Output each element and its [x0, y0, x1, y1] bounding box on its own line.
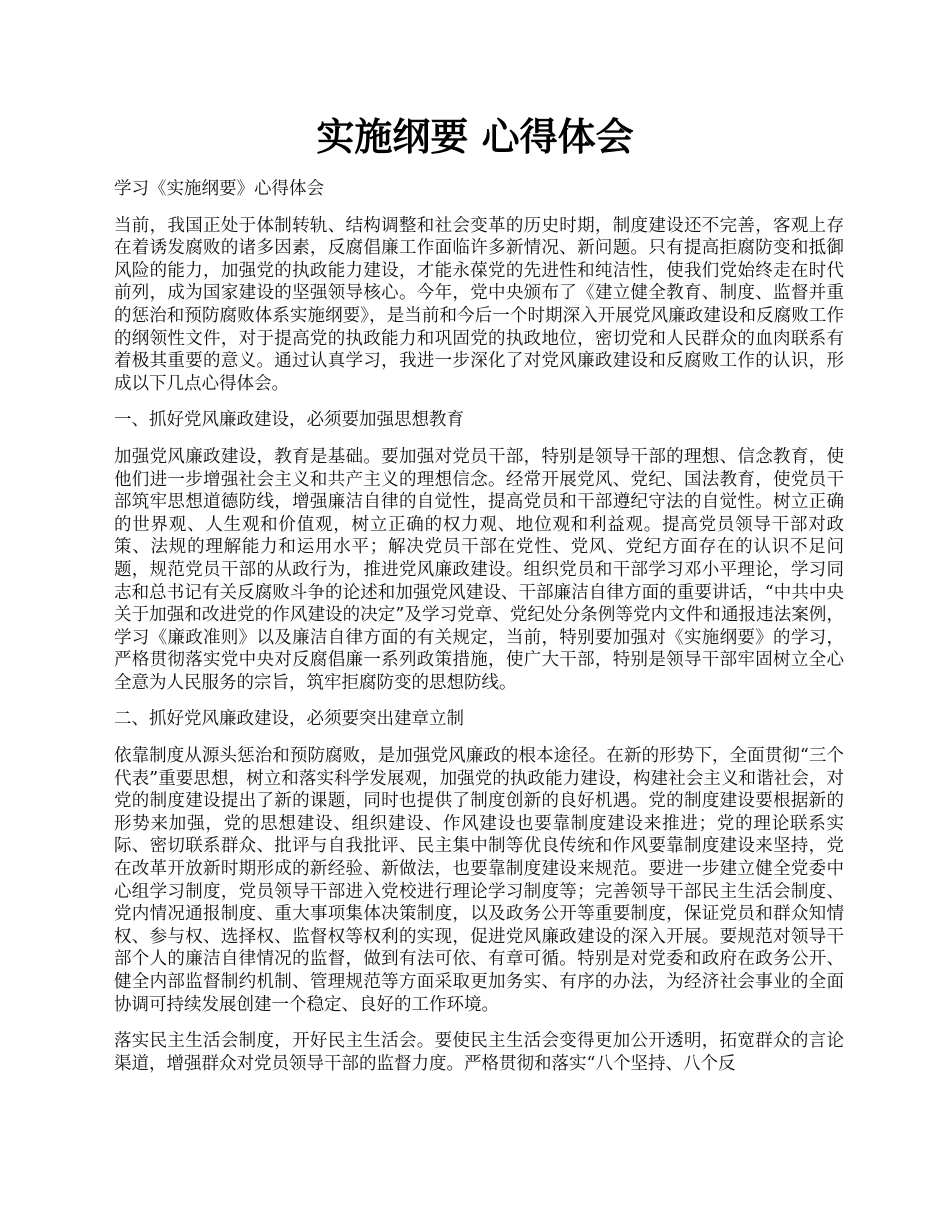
section-3-paragraph: 落实民主生活会制度，开好民主生活会。要使民主生活会变得更加公开透明，拓宽群众的言论渠道，增强群众对党员领导干部的监督力度。严格贯彻和落实“八个坚持、八个反	[114, 1031, 844, 1074]
section-2-paragraph: 依靠制度从源头惩治和预防腐败，是加强党风廉政的根本途径。在新的形势下，全面贯彻“三个代表”重要思想，树立和落实科学发展观，加强党的执政能力建设，构建社会主义和谐社会，对党的制度建设提出了新的课题，同时也提供了制度创新的良好机遇。党的制度建设要根据新的形势来加强，党的思想建设、组织建设、作风建设也要靠制度建设来推进；党的理论联系实际、密切联系群众、批评与自我批评、民主集中制等优良传统和作风要靠制度建设来坚持，党在改革开放新时期形成的新经验、新做法，也要靠制度建设来规范。要进一步建立健全党委中心组学习制度，党员领导干部进入党校进行理论学习制度等；完善领导干部民主生活会制度、党内情况通报制度、重大事项集体决策制度，以及政务公开等重要制度，保证党员和群众知情权、参与权、选择权、监督权等权利的实现，促进党风廉政建设的深入开展。要规范对领导干部个人的廉洁自律情况的监督，做到有法可依、有章可循。特别是对党委和政府在政务公开、健全内部监督制约机制、管理规范等方面采取更加务实、有序的办法，为经济社会事业的全面协调可持续发展创建一个稳定、良好的工作环境。	[114, 746, 844, 1015]
document-body	[114, 178, 844, 1089]
document-subtitle: 学习《实施纲要》心得体会	[114, 179, 324, 199]
section-1-paragraph: 加强党风廉政建设，教育是基础。要加强对党员干部，特别是领导干部的理想、信念教育，使他们进一步增强社会主义和共产主义的理想信念。经常开展党风、党纪、国法教育，使党员干部筑牢思想道德防线，增强廉洁自律的自觉性，提高党员和干部遵纪守法的自觉性。树立正确的世界观、人生观和价值观，树立正确的权力观、地位观和利益观。提高党员领导干部对政策、法规的理解能力和运用水平；解决党员干部在党性、党风、党纪方面存在的认识不足问题，规范党员干部的从政行为，推进党风廉政建设。组织党员和干部学习邓小平理论，学习同志和总书记有关反腐败斗争的论述和加强党风建设、干部廉洁自律方面的重要讲话，“中共中央关于加强和改进党的作风建设的决定”及学习党章、党纪处分条例等党内文件和通报违法案例，学习《廉政准则》以及廉洁自律方面的有关规定，当前，特别要加强对《实施纲要》的学习，严格贯彻落实党中央对反腐倡廉一系列政策措施，使广大干部，特别是领导干部牢固树立全心全意为人民服务的宗旨，筑牢拒腐防变的思想防线。	[114, 446, 844, 693]
section-heading-1: 一、抓好党风廉政建设，必须要加强思想教育	[114, 410, 464, 431]
page-title: 实施纲要 心得体会	[316, 114, 634, 159]
intro-paragraph: 当前，我国正处于体制转轨、结构调整和社会变革的历史时期，制度建设还不完善，客观上存在着诱发腐败的诸多因素，反腐倡廉工作面临许多新情况、新问题。只有提高拒腐防变和抵御风险的能力，加强党的执政能力建设，才能永葆党的先进性和纯洁性，使我们党始终走在时代前列，成为国家建设的坚强领导核心。今年，党中央颁布了《建立健全教育、制度、监督并重的惩治和预防腐败体系实施纲要》，是当前和今后一个时期深入开展党风廉政建设和反腐败工作的纲领性文件，对于提高党的执政能力和巩固党的执政地位，密切党和人民群众的血肉联系有着极其重要的意义。通过认真学习，我进一步深化了对党风廉政建设和反腐败工作的认识，形成以下几点心得体会。	[114, 215, 844, 394]
section-heading-2: 二、抓好党风廉政建设，必须要突出建章立制	[114, 709, 464, 730]
